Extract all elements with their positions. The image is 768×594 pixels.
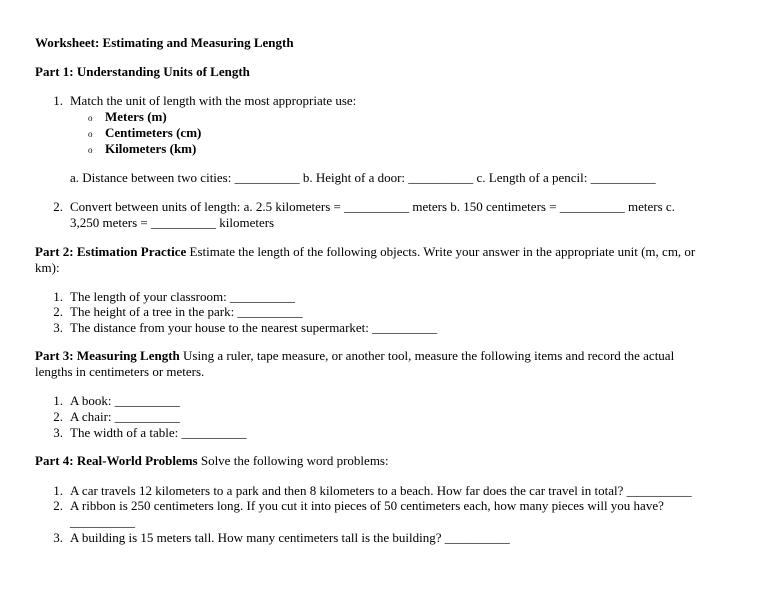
- part1-q2-number: 2.: [53, 199, 63, 214]
- part1-q1-text: Match the unit of length with the most appropriate use:: [70, 93, 357, 108]
- part2-item: The distance from your house to the nearest supermarket: __________: [70, 320, 438, 335]
- part2-item: The length of your classroom: __________: [70, 289, 295, 304]
- part1-heading: Part 1: Understanding Units of Length: [35, 64, 250, 79]
- part3-heading: Part 3: Measuring Length: [35, 348, 180, 363]
- part4-item-number: 1.: [53, 483, 63, 498]
- part3-intro: [35, 348, 674, 364]
- part1-uses-line: a. Distance between two cities: __________ b. Height of a door: __________ c. Length of a pencil: __________: [70, 170, 656, 185]
- part3-instructions-cont: lengths in centimeters or meters.: [35, 364, 205, 379]
- part3-item-number: 3.: [53, 425, 63, 440]
- unit-item: Centimeters (cm): [105, 125, 202, 140]
- part3-item: A book: __________: [70, 393, 180, 408]
- worksheet-title: Worksheet: Estimating and Measuring Length: [35, 35, 294, 50]
- part4-item: A building is 15 meters tall. How many centimeters tall is the building? __________: [70, 530, 510, 545]
- part4-item-number: 3.: [53, 530, 63, 545]
- part4-item-cont: __________: [70, 514, 135, 529]
- unit-item: Meters (m): [105, 109, 167, 124]
- bullet-icon: o: [88, 129, 93, 139]
- part2-item-number: 1.: [53, 289, 63, 304]
- part3-item-number: 2.: [53, 409, 63, 424]
- part3-instructions: Using a ruler, tape measure, or another tool, measure the following items and record the actual: [179, 348, 675, 363]
- part2-heading: Part 2: Estimation Practice: [35, 244, 187, 259]
- part2-item-number: 2.: [53, 304, 63, 319]
- unit-item: Kilometers (km): [105, 141, 197, 156]
- part4-item-number: 2.: [53, 498, 63, 513]
- part1-q2-line2: 3,250 meters = __________ kilometers: [70, 215, 275, 230]
- part3-item: The width of a table: __________: [70, 425, 247, 440]
- bullet-icon: o: [88, 113, 93, 123]
- part2-instructions: Estimate the length of the following objects. Write your answer in the appropriate unit (m, cm, or: [186, 244, 696, 259]
- part4-intro: [35, 453, 389, 469]
- part4-item: A car travels 12 kilometers to a park and then 8 kilometers to a beach. How far does the car travel in total? __________: [70, 483, 692, 498]
- part3-item-number: 1.: [53, 393, 63, 408]
- bullet-icon: o: [88, 145, 93, 155]
- part4-instructions: Solve the following word problems:: [197, 453, 389, 468]
- part2-instructions-cont: km):: [35, 260, 60, 275]
- part2-intro: [35, 244, 695, 260]
- part4-heading: Part 4: Real-World Problems: [35, 453, 198, 468]
- part4-item: A ribbon is 250 centimeters long. If you cut it into pieces of 50 centimeters each, how many pieces will you have?: [70, 498, 664, 513]
- part1-q1-number: 1.: [53, 93, 63, 108]
- part2-item-number: 3.: [53, 320, 63, 335]
- part1-q2-line1: Convert between units of length: a. 2.5 kilometers = __________ meters b. 150 centimeters = __________ meters c.: [70, 199, 675, 214]
- part2-item: The height of a tree in the park: __________: [70, 304, 303, 319]
- part3-item: A chair: __________: [70, 409, 180, 424]
